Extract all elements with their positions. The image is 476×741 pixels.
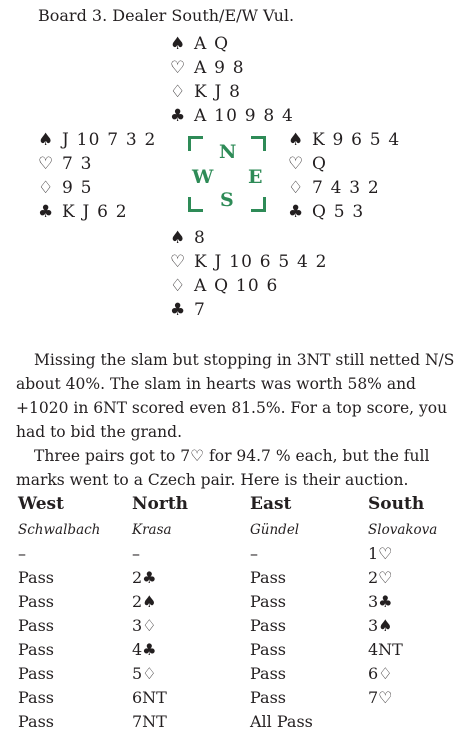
player-west: Schwalbach — [18, 522, 101, 538]
west-spades: ♠ J 10 7 3 2 — [38, 130, 157, 150]
north-diamonds: ♢ K J 8 — [170, 82, 242, 102]
header-west: West — [18, 494, 64, 514]
player-north: Krasa — [132, 522, 172, 538]
compass-box — [188, 136, 266, 212]
board-header: Board 3. Dealer South/E/W Vul. — [38, 6, 295, 25]
commentary — [16, 348, 462, 492]
paragraph: Three pairs got to 7♡ for 94.7 % each, but the full marks went to a Czech pair. Here is their auction. — [16, 447, 430, 489]
east-hearts: ♡ Q — [288, 154, 328, 174]
heart-icon: ♡ — [38, 154, 55, 174]
club-icon: ♣ — [170, 106, 187, 126]
club-icon: ♣ — [38, 202, 55, 222]
west-diamonds: ♢ 9 5 — [38, 178, 93, 198]
diamond-icon: ♢ — [288, 178, 305, 198]
west-hearts: ♡ 7 3 — [38, 154, 93, 174]
paragraph: Missing the slam but stopping in 3NT still netted N/S about 40%. The slam in hearts was worth 58% and +1020 in 6NT scored even 81.5%. For a top score, you had to bid the grand. — [16, 351, 455, 441]
heart-icon: ♡ — [170, 58, 187, 78]
compass-east: E — [248, 166, 263, 188]
diamond-icon: ♢ — [38, 178, 55, 198]
heart-icon: ♡ — [170, 252, 187, 272]
north-hearts: ♡ A 9 8 — [170, 58, 245, 78]
diamond-icon: ♢ — [170, 276, 187, 296]
compass-corner — [188, 136, 203, 151]
player-east: Gündel — [250, 522, 300, 538]
south-hearts: ♡ K J 10 6 5 4 2 — [170, 252, 328, 272]
compass-corner — [251, 136, 266, 151]
south-diamonds: ♢ A Q 10 6 — [170, 276, 279, 296]
club-icon: ♣ — [170, 300, 187, 320]
compass-corner — [188, 197, 203, 212]
spade-icon: ♠ — [38, 130, 55, 150]
header-south: South — [368, 494, 425, 514]
east-spades: ♠ K 9 6 5 4 — [288, 130, 401, 150]
heart-icon: ♡ — [288, 154, 305, 174]
spade-icon: ♠ — [288, 130, 305, 150]
north-clubs: ♣ A 10 9 8 4 — [170, 106, 294, 126]
south-clubs: ♣ 7 — [170, 300, 207, 320]
east-diamonds: ♢ 7 4 3 2 — [288, 178, 380, 198]
player-south: Slovakova — [368, 522, 438, 538]
diamond-icon: ♢ — [170, 82, 187, 102]
compass-north: N — [219, 141, 237, 163]
compass-south: S — [220, 189, 234, 211]
compass-corner — [251, 197, 266, 212]
south-spades: ♠ 8 — [170, 228, 207, 248]
east-clubs: ♣ Q 5 3 — [288, 202, 365, 222]
header-north: North — [132, 494, 189, 514]
club-icon: ♣ — [288, 202, 305, 222]
west-clubs: ♣ K J 6 2 — [38, 202, 128, 222]
compass-west: W — [192, 166, 214, 188]
north-spades: ♠ A Q — [170, 34, 230, 54]
header-east: East — [250, 494, 292, 514]
spade-icon: ♠ — [170, 34, 187, 54]
spade-icon: ♠ — [170, 228, 187, 248]
